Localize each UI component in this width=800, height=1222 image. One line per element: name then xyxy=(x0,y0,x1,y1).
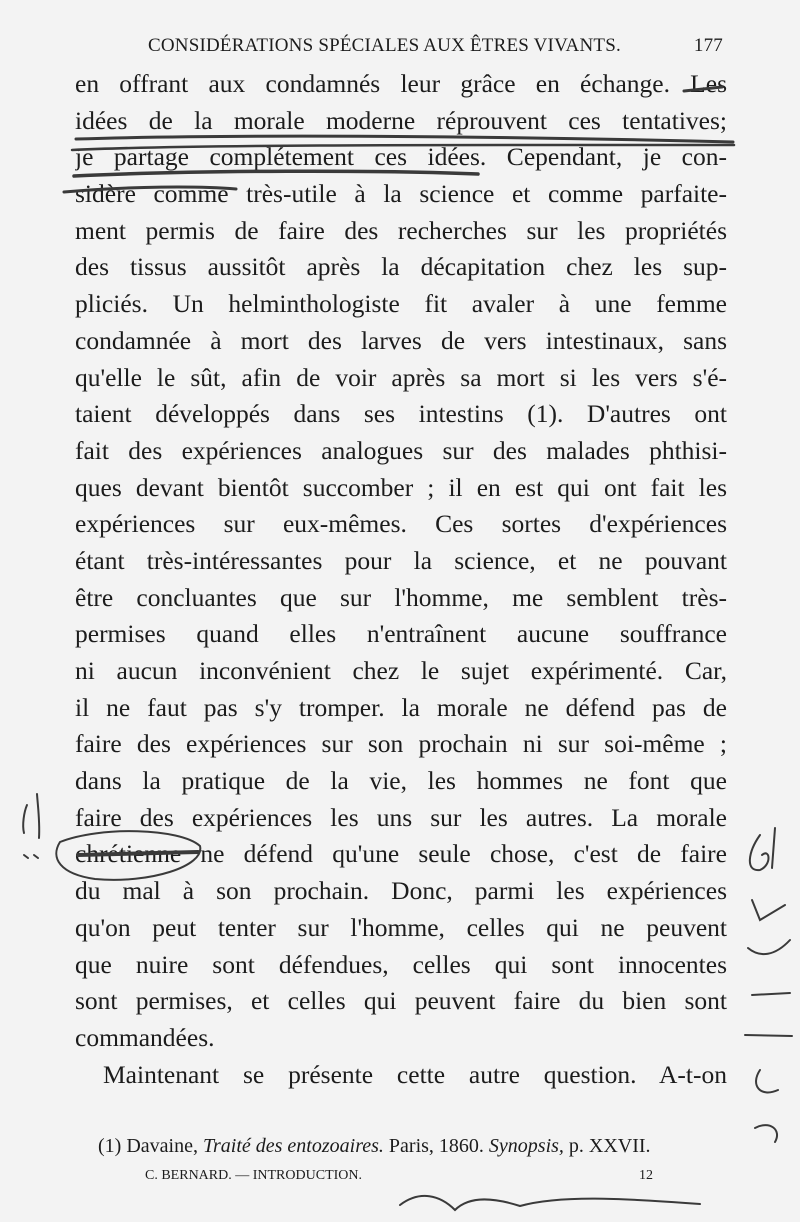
footnote-author: Davaine, xyxy=(126,1135,198,1157)
text-line: faire des expériences les uns sur les autres. La morale xyxy=(75,802,727,832)
footnote-work-title: Traité des entozoaires. xyxy=(202,1135,384,1157)
margin-mark xyxy=(400,1196,700,1210)
margin-mark xyxy=(23,805,27,833)
footnote-section: Synopsis, xyxy=(488,1135,564,1157)
text-line: ques devant bientôt succomber ; il en est qui ont fait les xyxy=(75,472,727,502)
text-line: sidère comme très-utile à la science et comme parfaite- xyxy=(75,179,727,209)
text-line: il ne faut pas s'y tromper. la morale ne défend pas de xyxy=(75,692,727,722)
footnote-marker: (1) xyxy=(98,1135,122,1157)
text-line: du mal à son prochain. Donc, parmi les expériences xyxy=(75,876,727,906)
margin-mark xyxy=(755,1125,777,1142)
body-text xyxy=(75,66,727,1093)
text-line: ni aucun inconvénient chez le sujet expérimenté. Car, xyxy=(75,656,727,685)
text-line: en offrant aux condamnés leur grâce en échange. Les xyxy=(75,69,727,98)
text-line: permises quand elles n'entraînent aucune souffrance xyxy=(75,619,727,649)
footnote-place-year: Paris, 1860. xyxy=(388,1135,484,1157)
margin-mark xyxy=(756,1070,778,1092)
footnote-page-ref: p. XXVII. xyxy=(568,1135,651,1157)
text-line: sont permises, et celles qui peuvent faire du bien sont xyxy=(75,986,727,1016)
text-line: taient développés dans ses intestins (1). D'autres ont xyxy=(75,399,727,429)
text-line: je partage complétement ces idées. Cependant, je con- xyxy=(75,142,727,172)
margin-mark xyxy=(752,900,785,920)
text-line: faire des expériences sur son prochain ni sur soi-même ; xyxy=(75,729,727,759)
text-line: expériences sur eux-mêmes. Ces sortes d'expériences xyxy=(75,509,727,539)
text-line: étant très-intéressantes pour la science, et ne pouvant xyxy=(75,545,727,575)
text-line: des tissus aussitôt après la décapitation chez les sup- xyxy=(75,252,727,282)
margin-mark xyxy=(24,855,38,858)
text-line: que nuire sont défendues, celles qui sont innocentes xyxy=(75,949,727,979)
text-line: pliciés. Un helminthologiste fit avaler à une femme xyxy=(75,289,727,319)
margin-mark xyxy=(748,940,790,954)
text-line: idées de la morale moderne réprouvent ces tentatives; xyxy=(75,105,727,135)
margin-mark xyxy=(752,993,790,995)
running-title: CONSIDÉRATIONS SPÉCIALES AUX ÊTRES VIVANTS. xyxy=(148,35,621,56)
paragraph-start-line: Maintenant se présente cette autre question. A-t-on xyxy=(103,1059,727,1089)
margin-mark xyxy=(37,794,39,838)
text-line: condamnée à mort des larves de vers intestinaux, sans xyxy=(75,325,727,355)
margin-mark xyxy=(745,1035,792,1036)
text-line: dans la pratique de la vie, les hommes ne font que xyxy=(75,766,727,796)
text-line: fait des expériences analogues sur des malades phthisi- xyxy=(75,435,727,465)
footnote xyxy=(98,1135,722,1158)
text-line: qu'elle le sût, afin de voir après sa mort si les vers s'é- xyxy=(75,362,727,392)
text-line: ment permis de faire des recherches sur les propriétés xyxy=(75,215,727,245)
page-number: 177 xyxy=(693,35,723,56)
footer-signature: C. BERNARD. — INTRODUCTION. xyxy=(145,1168,362,1183)
text-line: qu'on peut tenter sur l'homme, celles qui ne peuvent xyxy=(75,912,727,942)
text-line: chrétienne ne défend qu'une seule chose, c'est de faire xyxy=(75,839,727,869)
footer xyxy=(145,1168,653,1184)
text-line: être concluantes que sur l'homme, me semblent très- xyxy=(75,582,727,612)
running-head xyxy=(148,34,723,58)
sheet-number: 12 xyxy=(639,1168,653,1183)
margin-mark xyxy=(750,835,769,870)
margin-mark xyxy=(772,828,775,868)
text-line: commandées. xyxy=(75,1022,215,1052)
